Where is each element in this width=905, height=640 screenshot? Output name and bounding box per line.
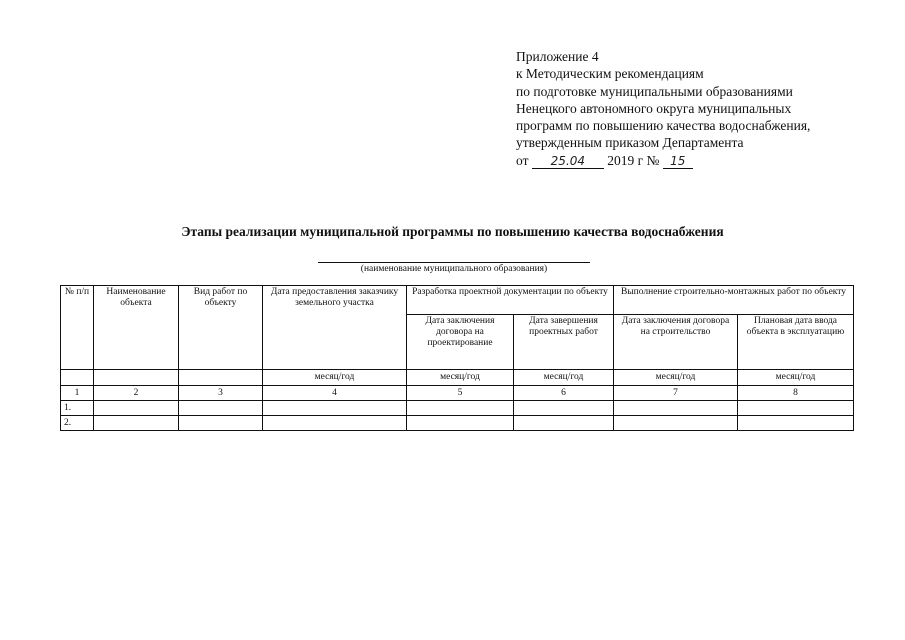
table-cell bbox=[263, 401, 407, 416]
table-cell bbox=[514, 401, 614, 416]
header-work-type: Вид работ по объекту bbox=[179, 286, 263, 370]
table-cell bbox=[407, 401, 514, 416]
table-cell bbox=[94, 401, 179, 416]
header-land-date: Дата предоставления заказчику земельного участка bbox=[263, 286, 407, 370]
unit-cell: месяц/год bbox=[407, 370, 514, 386]
municipality-caption: (наименование муниципального образования) bbox=[360, 264, 548, 274]
table-cell bbox=[614, 416, 738, 431]
table-cell bbox=[738, 416, 854, 431]
appendix-line: программ по повышению качества водоснабжения, bbox=[516, 118, 811, 134]
handwritten-number: 15 bbox=[663, 154, 693, 169]
table-cell bbox=[614, 401, 738, 416]
column-number: 3 bbox=[179, 386, 263, 401]
table-cell bbox=[179, 401, 263, 416]
header-construction-contract-date: Дата заключения договора на строительство bbox=[614, 315, 738, 370]
column-number: 8 bbox=[738, 386, 854, 401]
unit-cell-empty bbox=[61, 370, 94, 386]
table-row bbox=[61, 416, 854, 431]
unit-cell-empty bbox=[179, 370, 263, 386]
header-design-group: Разработка проектной документации по объекту bbox=[407, 286, 614, 315]
unit-row bbox=[61, 370, 854, 386]
header-row bbox=[61, 286, 854, 315]
header-commissioning-date: Плановая дата ввода объекта в эксплуатацию bbox=[738, 315, 854, 370]
table-cell bbox=[738, 401, 854, 416]
header-construction-group: Выполнение строительно-монтажных работ по объекту bbox=[614, 286, 854, 315]
appendix-line: утвержденным приказом Департамента bbox=[516, 135, 744, 151]
header-num: № п/п bbox=[61, 286, 94, 370]
header-object-name: Наименование объекта bbox=[94, 286, 179, 370]
table-cell bbox=[514, 416, 614, 431]
appendix-order-line bbox=[516, 152, 896, 169]
table-row bbox=[61, 401, 854, 416]
column-number-row bbox=[61, 386, 854, 401]
appendix-line: к Методическим рекомендациям bbox=[516, 66, 704, 82]
handwritten-date: 25.04 bbox=[532, 154, 604, 169]
table-cell bbox=[263, 416, 407, 431]
unit-cell: месяц/год bbox=[514, 370, 614, 386]
column-number: 4 bbox=[263, 386, 407, 401]
appendix-line: Приложение 4 bbox=[516, 49, 599, 64]
unit-cell: месяц/год bbox=[614, 370, 738, 386]
column-number: 7 bbox=[614, 386, 738, 401]
table-cell bbox=[179, 416, 263, 431]
column-number: 5 bbox=[407, 386, 514, 401]
header-design-contract-date: Дата заключения договора на проектирование bbox=[407, 315, 514, 370]
appendix-block bbox=[516, 48, 896, 169]
column-number: 6 bbox=[514, 386, 614, 401]
appendix-line: по подготовке муниципальными образованиями bbox=[516, 83, 793, 99]
from-prefix: от bbox=[516, 152, 529, 168]
header-design-end-date: Дата завершения проектных работ bbox=[514, 315, 614, 370]
year-text: 2019 г № bbox=[607, 152, 660, 168]
column-number: 2 bbox=[94, 386, 179, 401]
unit-cell-empty bbox=[94, 370, 179, 386]
appendix-line: Ненецкого автономного округа муниципальных bbox=[516, 100, 792, 116]
table-cell bbox=[407, 416, 514, 431]
table-cell bbox=[94, 416, 179, 431]
municipality-fill-line bbox=[318, 262, 590, 263]
unit-cell: месяц/год bbox=[263, 370, 407, 386]
stages-table bbox=[60, 285, 854, 431]
document-title: Этапы реализации муниципальной программы по повышению качества водоснабжения bbox=[181, 224, 724, 239]
row-num: 2. bbox=[61, 416, 94, 431]
unit-cell: месяц/год bbox=[738, 370, 854, 386]
column-number: 1 bbox=[61, 386, 94, 401]
row-num: 1. bbox=[61, 401, 94, 416]
